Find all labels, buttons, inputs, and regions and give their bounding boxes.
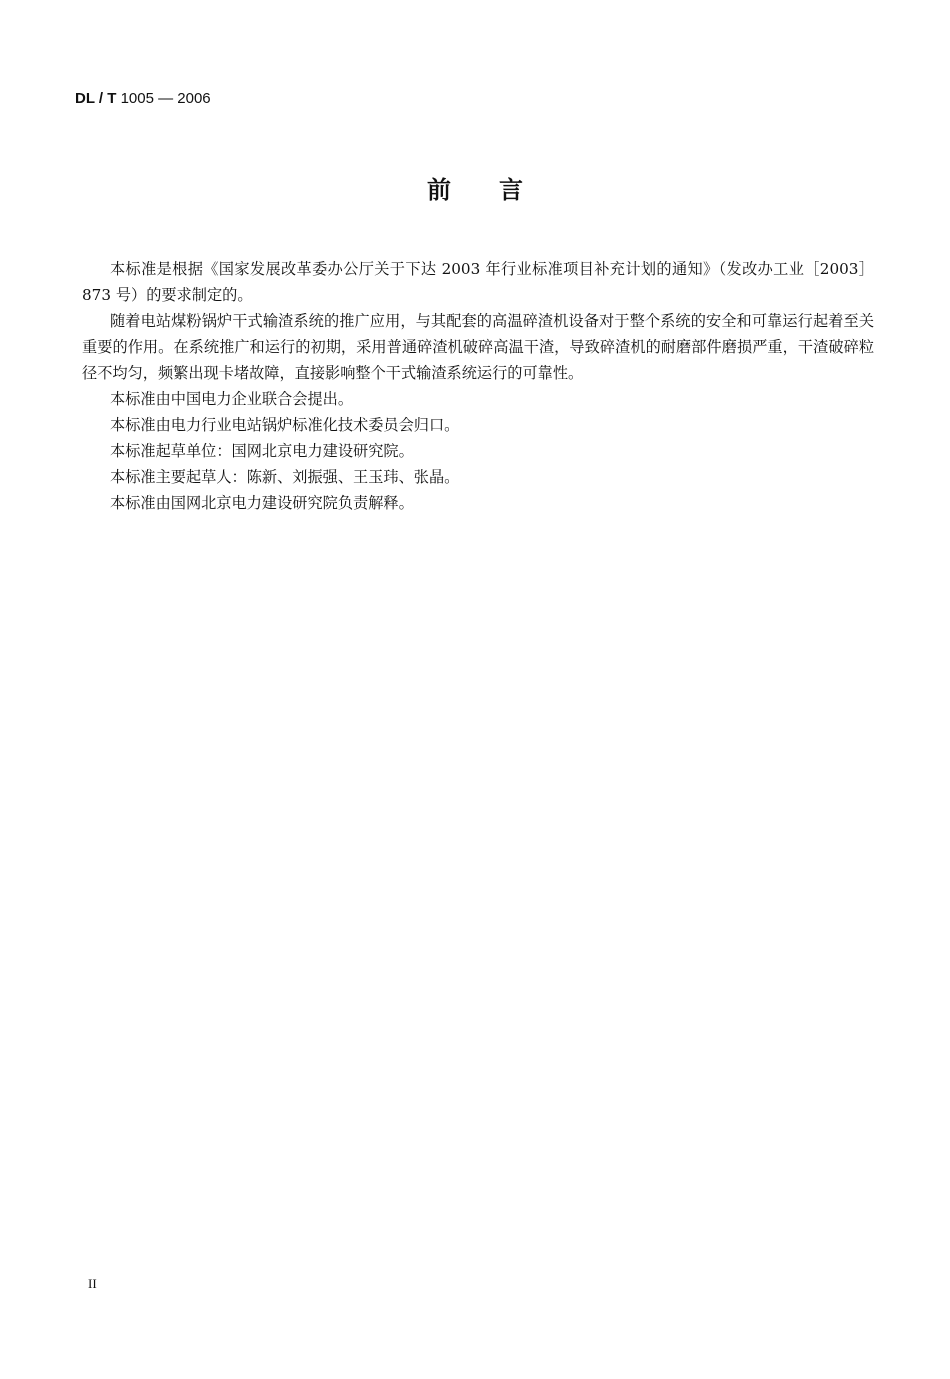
paragraph-background: 随着电站煤粉锅炉干式输渣系统的推广应用，与其配套的高温碎渣机设备对于整个系统的安全和可靠运行起着至关重要的作用。在系统推广和运行的初期，采用普通碎渣机破碎高温干渣，导致碎渣机的耐磨部件磨损严重，干渣破碎粒径不均匀，频繁出现卡堵故障，直接影响整个干式输渣系统运行的可靠性。 xyxy=(82,312,874,382)
standard-code-number: 1005 — 2006 xyxy=(120,90,211,107)
paragraph-drafting-unit: 本标准起草单位：国网北京电力建设研究院。 xyxy=(110,442,414,460)
paragraph-drafters: 本标准主要起草人：陈新、刘振强、王玉玮、张晶。 xyxy=(110,468,460,486)
page-number: II xyxy=(88,1276,97,1291)
foreword-body xyxy=(82,256,874,516)
standard-code xyxy=(75,89,211,109)
standard-code-prefix: DL / T xyxy=(75,90,117,107)
paragraph-proposer: 本标准由中国电力企业联合会提出。 xyxy=(110,390,353,408)
page-title: 前言 xyxy=(427,176,571,204)
paragraph-interpretation: 本标准由国网北京电力建设研究院负责解释。 xyxy=(110,494,414,512)
paragraph-basis: 本标准是根据《国家发展改革委办公厅关于下达 2003 年行业标准项目补充计划的通知》（发改办工业［2003］873 号）的要求制定的。 xyxy=(82,260,874,304)
paragraph-committee: 本标准由电力行业电站锅炉标准化技术委员会归口。 xyxy=(110,416,460,434)
